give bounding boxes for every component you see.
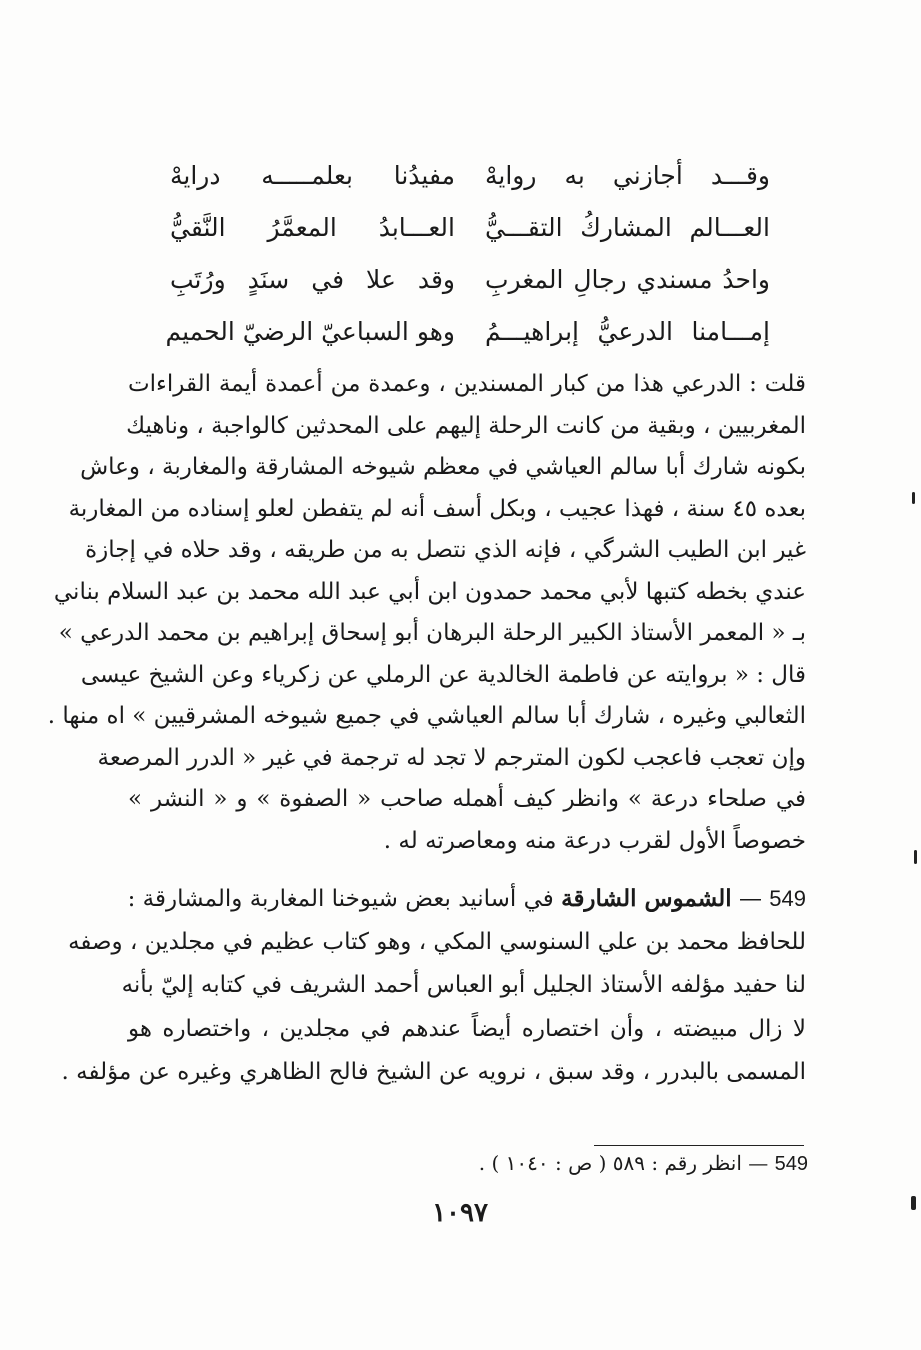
text-line: وإن تعجب فاعجب لكون المترجم لا تجد له ترجمة في غير « الدرر المرصعة [97,744,806,771]
text-line: غير ابن الطيب الشرگي ، فإنه الذي نتصل به من طريقه ، وقد حلاه في إجازة [85,537,806,563]
poem-second-hemistich: وقد علا في سنَدٍ ورُتَبِ [170,265,455,294]
poem-first-hemistich: واحدُ مسندي رجالِ المغربِ [485,265,770,294]
entry-number: 549 [769,886,806,911]
page-number: ١٠٩٧ [432,1198,488,1228]
commentary-paragraph [47,364,806,862]
text-line: خصوصاً الأول لقرب درعة منه ومعاصرته له . [383,827,806,854]
scan-speck [912,492,915,504]
footnote [380,1143,808,1183]
footnote-dash: — [748,1151,769,1175]
text-line: المغربيين ، وبقية من كانت الرحلة إليهم على المحدثين كالواجبة ، وناهيك [126,412,806,439]
entry-paragraph [61,877,806,1095]
footnote-text: انظر رقم : ٥٨٩ ( ص : ١٠٤٠ ) . [478,1151,742,1175]
text-line: بـ « المعمر الأستاذ الكبير الرحلة البرهان أبو إسحاق إبراهيم بن محمد الدرعي » [58,620,806,646]
poem-block [165,150,770,358]
entry-heading-rest: في أسانيد بعض شيوخنا المغاربة والمشارقة : [127,886,554,912]
scan-speck [911,1196,916,1210]
poem-verse [165,306,770,358]
footnote-number: 549 [774,1153,808,1175]
poem-first-hemistich: العـــالم المشاركُ التقـــيُّ [485,213,770,242]
poem-second-hemistich: العـــابدُ المعمَّرُ النَّقيُّ [170,213,455,242]
text-line: قال : « بروايته عن فاطمة الخالدية عن الرملي عن زكرياء وعن الشيخ عيسى [80,661,806,688]
poem-first-hemistich: إمـــامنا الدرعيُّ إبراهيـــمُ [485,317,770,346]
poem-verse [170,202,770,254]
text-line: لنا حفيد مؤلفه الأستاذ الجليل أبو العباس أحمد الشريف في كتابه إليّ بأنه [121,972,806,998]
poem-first-hemistich: وقـــد أجازني به روايهْ [485,161,770,190]
text-line: في صلحاء درعة » وانظر كيف أهمله صاحب « الصفوة » و « النشر » [128,786,806,812]
poem-verse [170,150,770,202]
poem-second-hemistich: وهو السباعيّ الرضيّ الحميم [165,317,455,346]
entry-dash: — [738,886,762,912]
text-line: بكونه شارك أبا سالم العياشي في معظم شيوخه المشارقة والمغاربة ، وعاش [80,454,806,480]
poem-second-hemistich: مفيدُنا بعلمـــــه درايهْ [170,161,455,190]
text-line: المسمى بالبدرر ، وقد سبق ، نرويه عن الشيخ فالح الظاهري وغيره عن مؤلفه . [61,1059,806,1085]
entry-heading-line [128,877,806,921]
text-line: الثعالبي وغيره ، شارك أبا سالم العياشي في جميع شيوخه المشرقيين » اه منها . [47,703,806,729]
text-line: قلت : الدرعي هذا من كبار المسندين ، وعمدة من أعمدة أيمة القراءات [128,371,806,397]
scan-speck [914,850,917,864]
entry-title: الشموس الشارقة [561,885,732,912]
text-line: لا زال مبيضته ، وأن اختصاره أيضاً عندهم في مجلدين ، واختصاره هو [128,1015,806,1042]
text-line: عندي بخطه كتبها لأبي محمد حمدون ابن أبي عبد الله محمد بن عبد السلام بناني [53,578,806,605]
text-line: للحافظ محمد بن علي السنوسي المكي ، وهو كتاب عظيم في مجلدين ، وصفه [68,928,806,955]
text-line: بعده ٤٥ سنة ، فهذا عجيب ، وبكل أسف أنه لم يتفطن لعلو إسناده من المغاربة [68,495,806,522]
poem-verse [170,254,770,306]
